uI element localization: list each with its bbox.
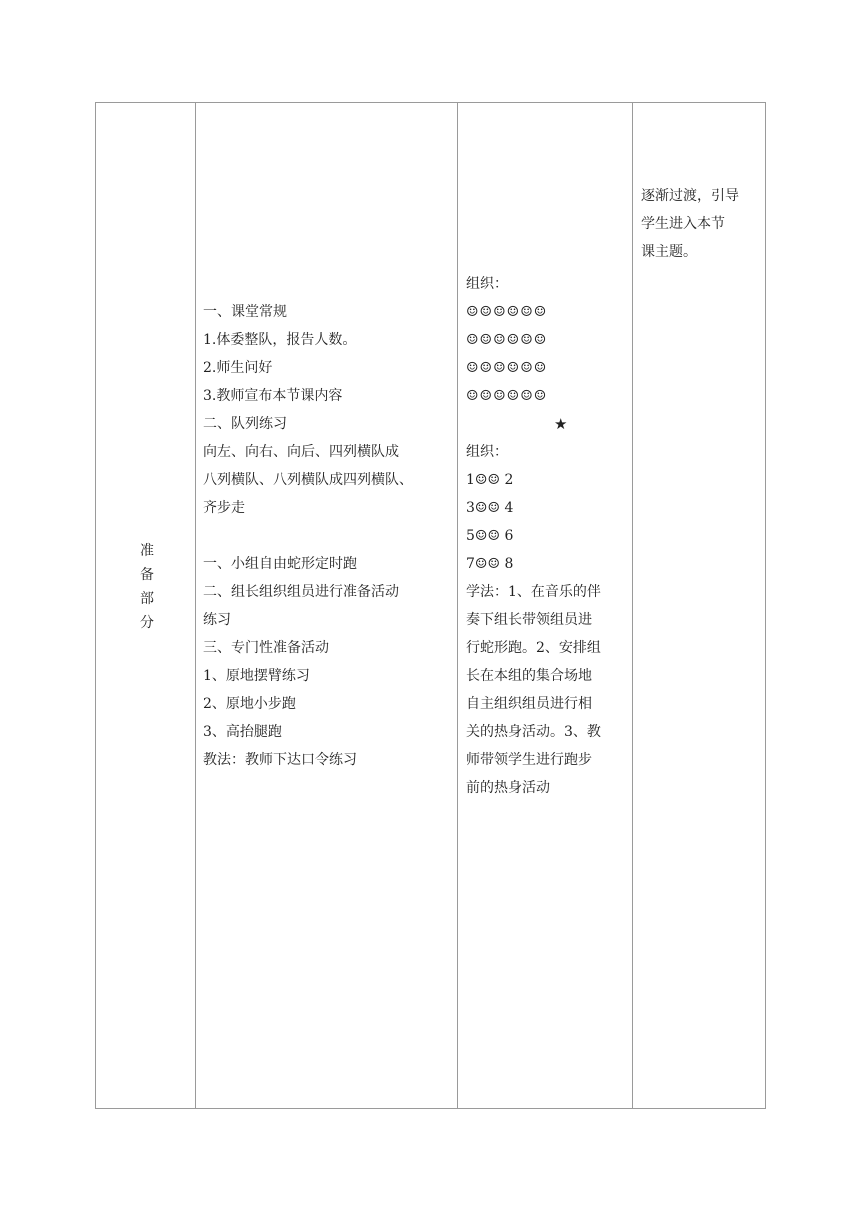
lesson-plan-table bbox=[95, 102, 766, 1109]
formation-row: ☺☺☺☺☺☺ bbox=[466, 304, 548, 320]
method-line: 奏下组长带领组员进 bbox=[466, 612, 592, 628]
method-line: 师带领学生进行跑步 bbox=[466, 752, 592, 768]
pair-row: 3☺☺ 4 bbox=[466, 500, 514, 516]
section-label-char: 分 bbox=[140, 615, 154, 631]
content-line: 2.师生问好 bbox=[203, 360, 273, 376]
content-line: 三、专门性准备活动 bbox=[203, 640, 329, 656]
design-intent-column bbox=[641, 182, 751, 266]
intent-line: 课主题。 bbox=[641, 244, 697, 260]
method-line: 自主组织组员进行相 bbox=[466, 696, 592, 712]
content-line: 齐步走 bbox=[203, 500, 245, 516]
section-label-char: 准 bbox=[140, 543, 154, 559]
column-divider bbox=[195, 103, 196, 1108]
content-line: 1、原地摆臂练习 bbox=[203, 668, 310, 684]
formation-row: ☺☺☺☺☺☺ bbox=[466, 332, 548, 348]
section-label-char: 备 bbox=[140, 567, 154, 583]
pair-row: 5☺☺ 6 bbox=[466, 528, 514, 544]
pair-row: 1☺☺ 2 bbox=[466, 472, 514, 488]
column-divider bbox=[457, 103, 458, 1108]
method-line: 行蛇形跑。2、安排组 bbox=[466, 640, 601, 656]
teacher-star-icon: ★ bbox=[554, 415, 568, 433]
content-line: 一、课堂常规 bbox=[203, 304, 287, 320]
content-line: 教法：教师下达口令练习 bbox=[203, 752, 357, 768]
content-line: 3、高抬腿跑 bbox=[203, 724, 282, 740]
intent-line: 学生进入本节 bbox=[641, 216, 725, 232]
method-line: 前的热身活动 bbox=[466, 780, 550, 796]
method-line: 长在本组的集合场地 bbox=[466, 668, 592, 684]
organization-label: 组织： bbox=[466, 444, 508, 460]
column-divider bbox=[632, 103, 633, 1108]
content-line: 3.教师宣布本节课内容 bbox=[203, 388, 343, 404]
formation-row: ☺☺☺☺☺☺ bbox=[466, 360, 548, 376]
content-line: 1.体委整队，报告人数。 bbox=[203, 332, 357, 348]
content-line: 向左、向右、向后、四列横队成 bbox=[203, 444, 399, 460]
content-line: 二、组长组织组员进行准备活动 bbox=[203, 584, 399, 600]
content-line: 练习 bbox=[203, 612, 231, 628]
section-label-char: 部 bbox=[140, 591, 154, 607]
content-line: 八列横队、八列横队成四列横队、 bbox=[203, 472, 413, 488]
organization-column bbox=[466, 270, 616, 802]
formation-row: ☺☺☺☺☺☺ bbox=[466, 388, 548, 404]
method-line: 关的热身活动。3、教 bbox=[466, 724, 601, 740]
method-line: 学法：1、在音乐的伴 bbox=[466, 584, 601, 600]
content-line: 2、原地小步跑 bbox=[203, 696, 296, 712]
organization-label: 组织： bbox=[466, 276, 508, 292]
content-line: 一、小组自由蛇形定时跑 bbox=[203, 556, 357, 572]
content-line: 二、队列练习 bbox=[203, 416, 287, 432]
teaching-content bbox=[203, 298, 453, 774]
pair-row: 7☺☺ 8 bbox=[466, 556, 514, 572]
intent-line: 逐渐过渡，引导 bbox=[641, 188, 739, 204]
section-label bbox=[137, 539, 157, 635]
